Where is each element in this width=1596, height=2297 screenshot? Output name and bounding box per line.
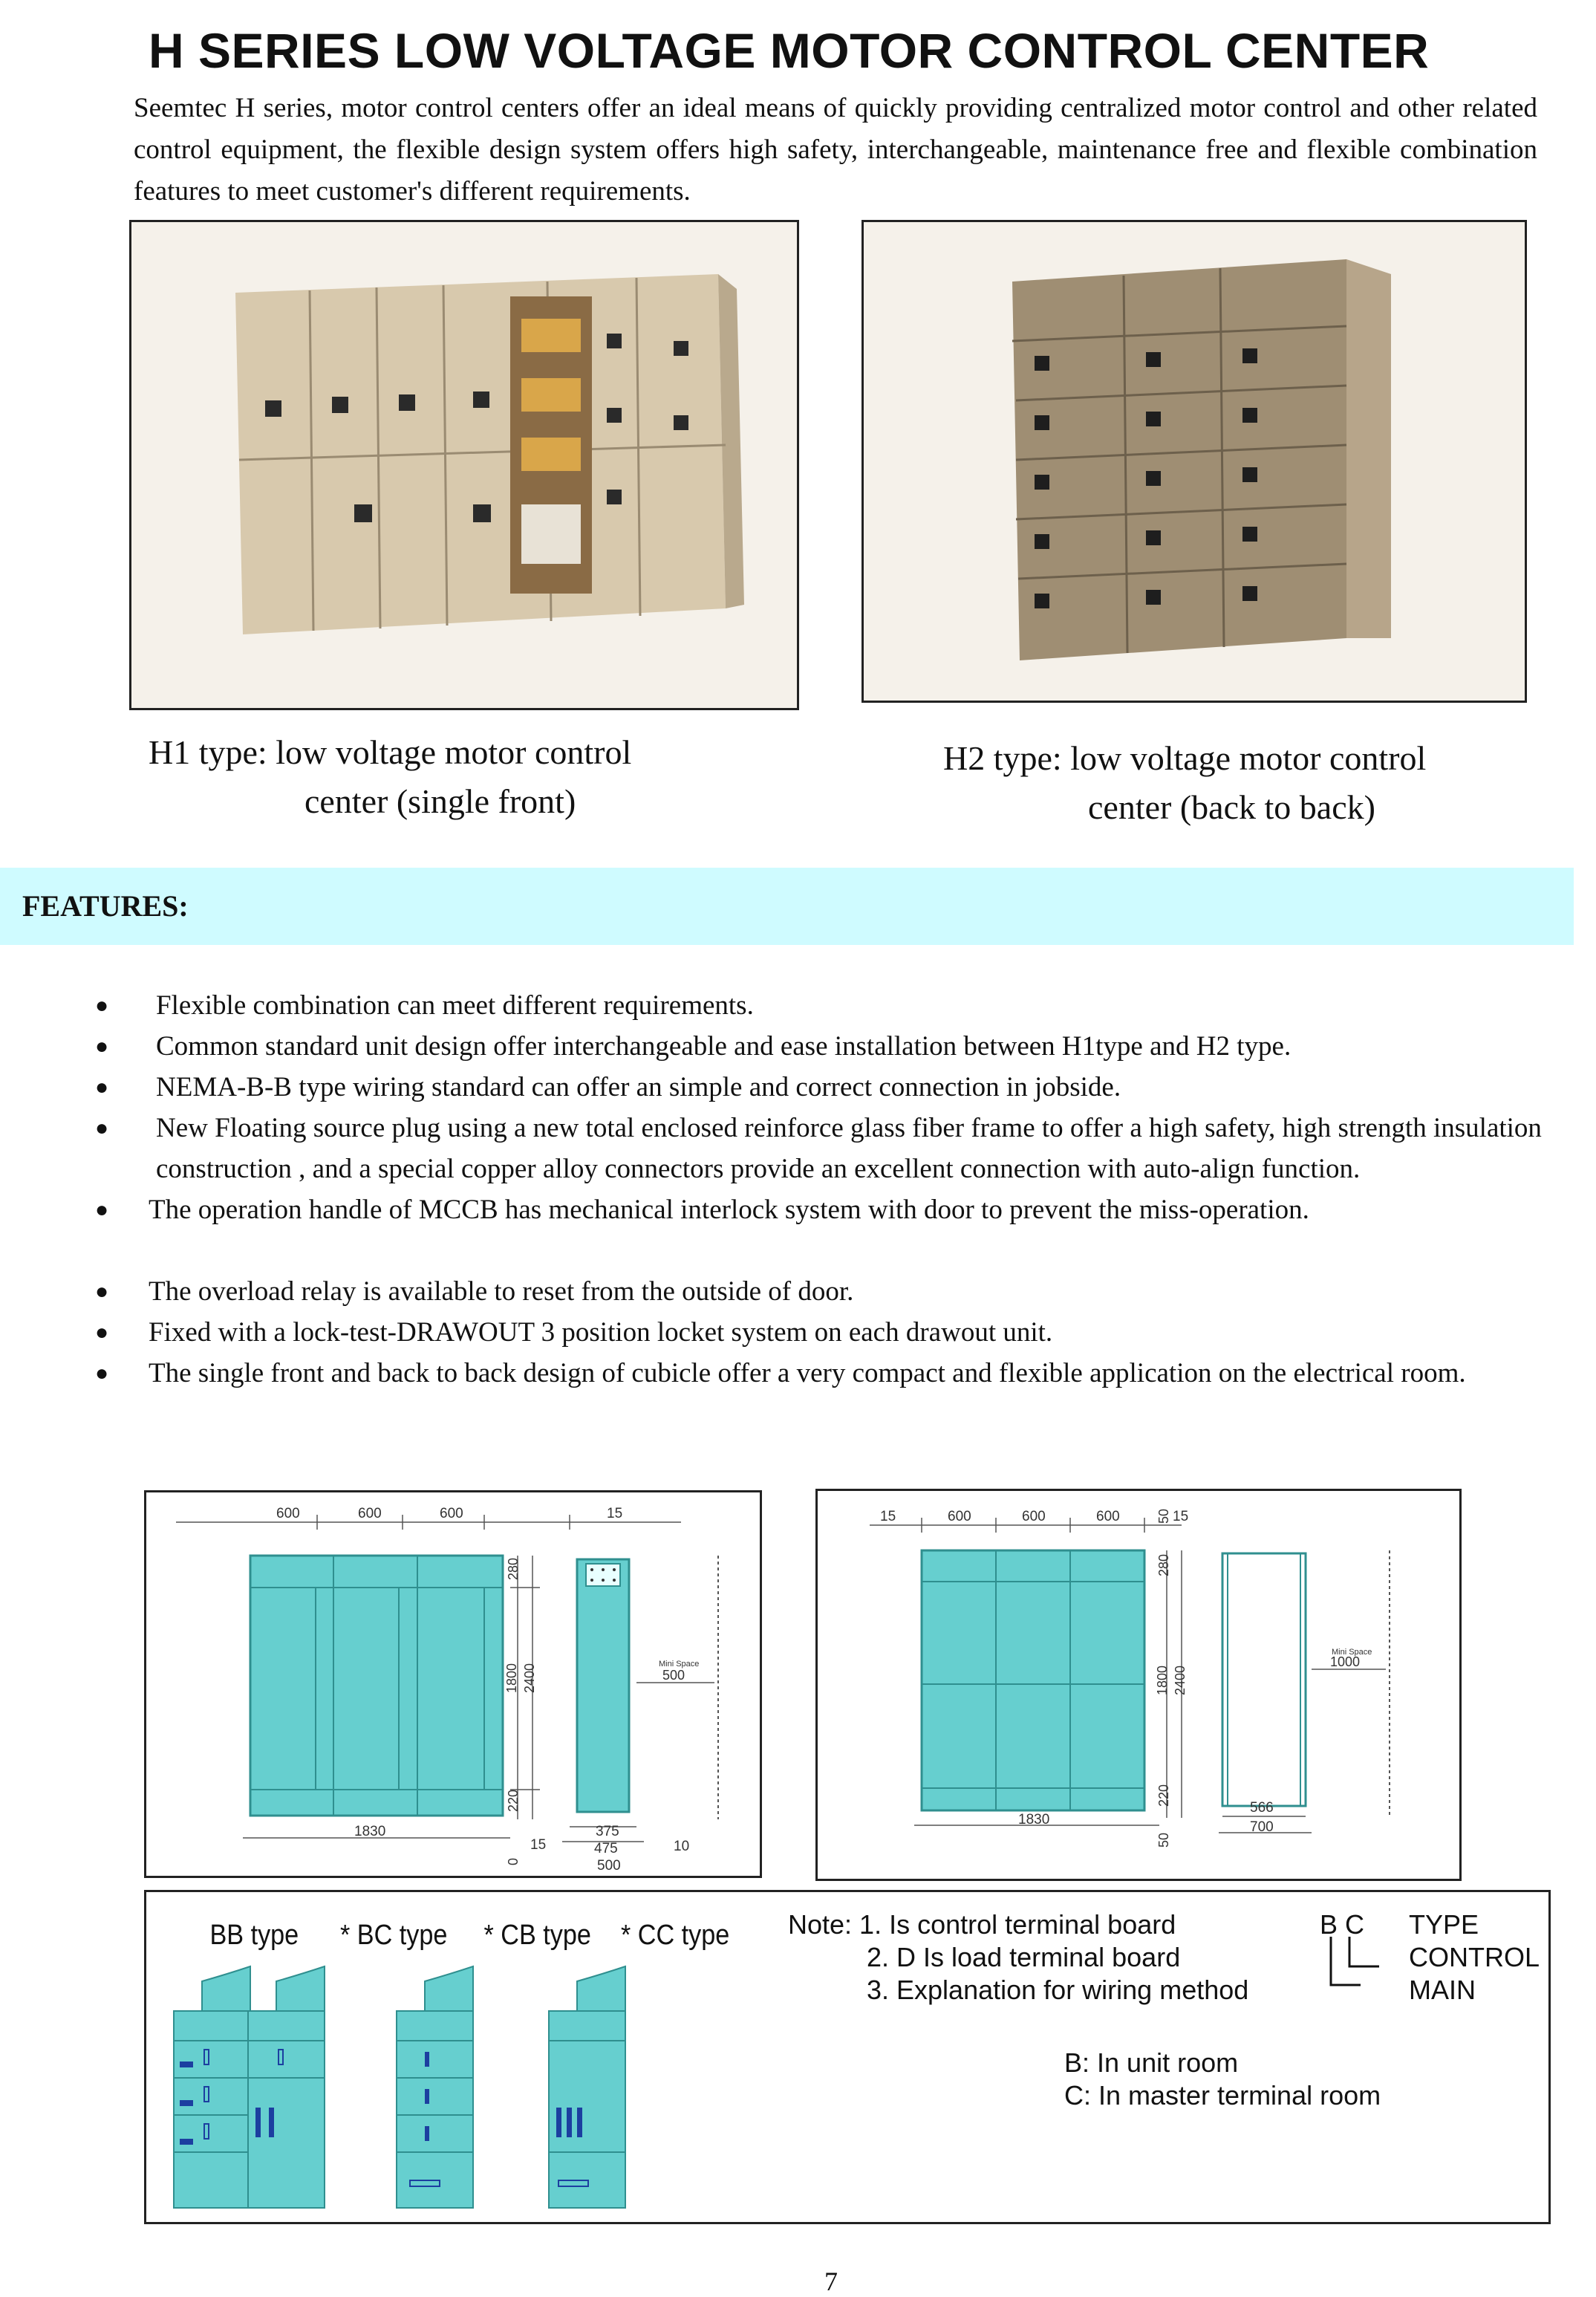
dim-500-mini: 500 — [662, 1668, 685, 1683]
h1-cabinet-front — [250, 1556, 503, 1816]
h1-caption-line1: H1 type: low voltage motor control — [149, 733, 632, 771]
type-label-bc: * BC type — [340, 1918, 448, 1951]
bc-type-cabinet — [248, 1966, 325, 2208]
list-item: ● Fixed with a lock-test-DRAWOUT 3 position locket system on each drawout unit. — [82, 1312, 1552, 1353]
h1-dimension-diagram — [144, 1490, 762, 1878]
mini-space-label-2: Mini Space — [1332, 1648, 1372, 1657]
note-line-1: Note: 1. Is control terminal board — [788, 1909, 1176, 1940]
h2-cabinet-front — [922, 1550, 1144, 1810]
bullet-icon: ● — [95, 993, 109, 1018]
wiring-types-box — [144, 1890, 1551, 2224]
list-item: ● Common standard unit design offer interchangeable and ease installation between H1type and H2 type. — [82, 1026, 1552, 1067]
dim-600-1: 600 — [276, 1506, 300, 1521]
note-type-label: TYPE — [1409, 1909, 1479, 1940]
dim-475: 475 — [594, 1841, 618, 1856]
dim-15-top2: 15 — [1173, 1509, 1189, 1524]
dim-600-2: 600 — [358, 1506, 382, 1521]
dim-700: 700 — [1250, 1819, 1274, 1835]
dim-10: 10 — [674, 1839, 690, 1854]
dim-500: 500 — [597, 1858, 621, 1874]
note-b-line: B: In unit room — [1064, 2047, 1239, 2078]
dim-15-left: 15 — [880, 1509, 896, 1524]
dim-2400-b: 2400 — [1173, 1665, 1188, 1695]
h2-dimension-diagram — [815, 1489, 1462, 1881]
bb-type-cabinet — [174, 1966, 250, 2208]
list-item: ● NEMA-B-B type wiring standard can offer an simple and correct connection in jobside. — [82, 1067, 1552, 1108]
bullet-icon: ● — [95, 1075, 109, 1099]
dim-220: 220 — [506, 1789, 521, 1812]
features-list — [82, 985, 1552, 1394]
dim-0: 0 — [506, 1857, 521, 1865]
dim-566: 566 — [1250, 1800, 1274, 1816]
features-heading: FEATURES: — [22, 889, 189, 923]
dim-1000-mini: 1000 — [1330, 1654, 1361, 1669]
note-line-3: 3. Explanation for wiring method — [867, 1975, 1249, 2005]
list-item: ● The operation handle of MCCB has mechanical interlock system with door to prevent the miss-operation. — [82, 1189, 1552, 1230]
note-main-label: MAIN — [1409, 1975, 1476, 2005]
h1-caption-line2: center (single front) — [304, 782, 576, 820]
h1-cabinet-photo — [129, 220, 799, 710]
note-control-label: CONTROL — [1409, 1942, 1540, 1972]
dim-50-top: 50 — [1156, 1508, 1171, 1524]
dim-600-3: 600 — [440, 1506, 463, 1521]
h2-cabinet-side — [1222, 1553, 1306, 1806]
h1-cabinet-side — [577, 1559, 629, 1812]
dim-2400: 2400 — [522, 1663, 537, 1693]
features-header-band — [0, 868, 1574, 945]
dim-280-b: 280 — [1156, 1553, 1171, 1576]
bullet-icon: ● — [95, 1320, 109, 1345]
dim-600-a: 600 — [948, 1509, 971, 1524]
list-item: ● New Floating source plug using a new total enclosed reinforce glass fiber frame to offer a high safety, high strength insulation construction , and a special copper alloy connectors provide an excellent connection with auto-align function. — [82, 1108, 1552, 1189]
dim-1800: 1800 — [504, 1663, 519, 1693]
dim-1830-b: 1830 — [1018, 1812, 1050, 1827]
intro-paragraph: Seemtec H series, motor control centers offer an ideal means of quickly providing centralized motor control and other related control equipment, the flexible design system offers high safety, interchangeable, maintenance free and flexible combination features to meet customer's different requirements. — [134, 93, 1537, 207]
h2-caption-line1: H2 type: low voltage motor control — [943, 739, 1427, 777]
note-c-line: C: In master terminal room — [1064, 2080, 1381, 2111]
cc-type-cabinet — [549, 1966, 625, 2208]
type-label-bb: BB type — [209, 1918, 299, 1951]
page-title: H SERIES LOW VOLTAGE MOTOR CONTROL CENTER — [149, 23, 1430, 78]
mini-space-label: Mini Space — [659, 1660, 700, 1669]
list-item: ● The single front and back to back design of cubicle offer a very compact and flexible application on the electrical room. — [82, 1353, 1508, 1394]
dim-375: 375 — [596, 1824, 619, 1839]
bullet-icon: ● — [95, 1279, 109, 1304]
cb-type-cabinet — [397, 1966, 473, 2208]
h2-caption-line2: center (back to back) — [1088, 788, 1375, 826]
note-bc-label: B C — [1320, 1909, 1365, 1940]
page-number: 7 — [824, 2267, 838, 2296]
dim-15-top: 15 — [607, 1506, 623, 1521]
note-line-2: 2. D Is load terminal board — [867, 1942, 1181, 1972]
dim-1800-b: 1800 — [1155, 1665, 1170, 1695]
type-label-cc: * CC type — [621, 1918, 730, 1951]
bullet-icon: ● — [95, 1198, 109, 1222]
h2-caption — [943, 734, 1582, 832]
bullet-icon: ● — [95, 1034, 109, 1059]
dim-15-bottom: 15 — [530, 1837, 547, 1853]
h2-cabinet-photo — [861, 220, 1527, 703]
bullet-icon: ● — [95, 1361, 109, 1385]
list-item: ● Flexible combination can meet different requirements. — [82, 985, 1552, 1026]
bullet-icon: ● — [95, 1116, 109, 1140]
dim-50-bottom: 50 — [1156, 1832, 1171, 1848]
dim-220-b: 220 — [1156, 1784, 1171, 1807]
dim-1830: 1830 — [354, 1824, 386, 1839]
type-label-cb: * CB type — [483, 1918, 591, 1951]
list-item: ● The overload relay is available to reset from the outside of door. — [82, 1271, 1552, 1312]
h1-caption — [149, 728, 817, 826]
dim-280: 280 — [506, 1557, 521, 1580]
dim-600-c: 600 — [1096, 1509, 1120, 1524]
dim-600-b: 600 — [1022, 1509, 1046, 1524]
